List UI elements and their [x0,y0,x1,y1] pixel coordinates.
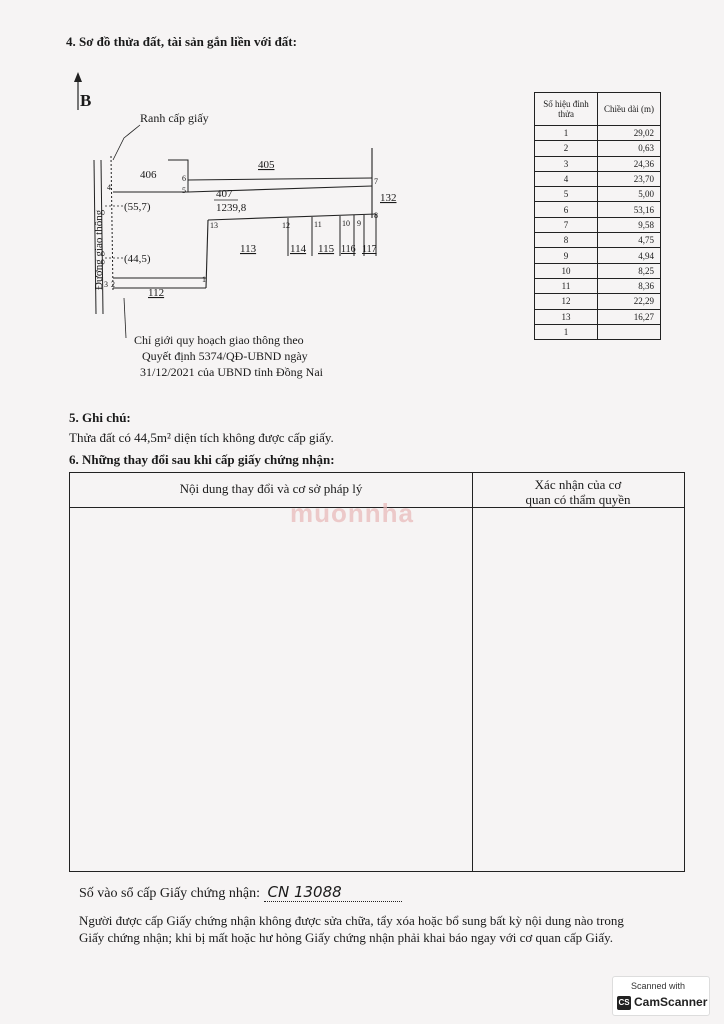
segment-row [535,187,661,202]
vertex-1: 1 [202,275,206,284]
segment-vertex: 3 [535,156,598,171]
section-5-note: Thửa đất có 44,5m² diện tích không được cấp giấy. [69,430,334,445]
registry-number-value: CN 13088 [264,883,402,902]
parcel-405: 405 [258,159,275,171]
segment-vertex: 12 [535,294,598,309]
vertex-3: 3 [104,280,108,289]
parcel-406: 406 [140,169,157,181]
ranh-cap-giay-label: Ranh cấp giấy [140,111,209,125]
segment-row [535,217,661,232]
parcel-407-area: 1239,8 [216,202,247,214]
road-label: Đường giao thông [93,209,105,290]
vertex-6: 6 [182,174,186,183]
change-col-confirm-line2: quan có thẩm quyền [525,492,631,507]
parcel-116: 116 [341,244,356,255]
parcel-117: 117 [362,244,377,255]
segment-row [535,263,661,278]
north-label: B [80,91,92,110]
segment-vertex: 13 [535,309,598,324]
segment-length: 22,29 [598,294,661,309]
segment-vertex: 11 [535,278,598,293]
area-55-7: (55,7) [124,201,151,213]
segment-length: 29,02 [598,126,661,141]
segment-length: 53,16 [598,202,661,217]
segment-table [534,92,661,340]
segment-length [598,324,661,339]
change-col-content: Nội dung thay đổi và cơ sở pháp lý [179,481,363,496]
segment-length: 23,70 [598,171,661,186]
camscanner-logo-icon: CS [617,996,631,1010]
registry-number-row [79,883,402,902]
vertex-12: 12 [282,221,290,230]
segment-col-vertex: Số hiệu đỉnh thửa [535,93,598,126]
segment-vertex: 1 [535,126,598,141]
segment-vertex: 7 [535,217,598,232]
warning-line-2: Giấy chứng nhận; khi bị mất hoặc hư hỏng Giấy chứng nhận phải khai báo ngay với cơ quan cấp Giấy. [79,930,614,945]
section-6-title: 6. Những thay đổi sau khi cấp giấy chứng nhận: [69,452,335,467]
change-col-confirm-line1: Xác nhận của cơ [534,477,622,492]
segment-vertex: 4 [535,171,598,186]
segment-row [535,278,661,293]
segment-length: 0,63 [598,141,661,156]
parcel-115: 115 [318,243,335,255]
change-table [69,472,685,872]
change-col-confirm [472,477,684,507]
segment-length: 4,94 [598,248,661,263]
vertex-11: 11 [314,220,322,229]
parcel-114: 114 [290,243,307,255]
parcel-132: 132 [380,192,397,204]
segment-length: 8,25 [598,263,661,278]
vertex-10: 10 [342,219,350,228]
segment-vertex: 6 [535,202,598,217]
registry-number-label: Số vào sổ cấp Giấy chứng nhận: [79,886,260,901]
segment-row [535,309,661,324]
segment-row [535,171,661,186]
segment-vertex: 10 [535,263,598,278]
watermark: muonnha [290,498,414,528]
segment-length: 9,58 [598,217,661,232]
vertex-4: 4 [107,183,111,192]
camscanner-name: CamScanner [634,995,708,1009]
north-arrow-icon [74,72,91,110]
segment-length: 16,27 [598,309,661,324]
segment-vertex: 9 [535,248,598,263]
warning-line-1: Người được cấp Giấy chứng nhận không được sửa chữa, tẩy xóa hoặc bổ sung bất kỳ nội dung nào trong [79,913,624,928]
parcel-diagram [60,60,400,390]
note-line-3: 31/12/2021 của UBND tỉnh Đồng Nai [140,365,323,379]
vertex-7: 7 [374,177,378,186]
segment-row [535,156,661,171]
segment-length: 24,36 [598,156,661,171]
note-line-1: Chỉ giới quy hoạch giao thông theo [134,333,304,347]
segment-row [535,126,661,141]
vertex-5: 5 [182,186,186,195]
section-5-title: 5. Ghi chú: [69,410,131,425]
vertex-9: 9 [357,219,361,228]
parcel-407: 407 [216,188,233,200]
segment-vertex: 2 [535,141,598,156]
segment-col-length: Chiều dài (m) [598,93,661,126]
vertex-8: 8 [374,211,378,220]
vertex-13: 13 [210,221,218,230]
segment-length: 5,00 [598,187,661,202]
segment-row [535,294,661,309]
segment-row [535,324,661,339]
segment-length: 4,75 [598,233,661,248]
parcel-112: 112 [148,287,165,299]
parcel-113: 113 [240,243,257,255]
note-line-2: Quyết định 5374/QĐ-UBND ngày [142,349,308,363]
scanned-with-label: Scanned with [631,981,686,991]
vertex-2: 2 [111,280,115,289]
segment-row [535,233,661,248]
segment-row [535,141,661,156]
segment-vertex: 8 [535,233,598,248]
section-4-title: 4. Sơ đồ thửa đất, tài sản gắn liền với đất: [66,34,297,49]
warning-text [79,912,699,946]
segment-row [535,202,661,217]
segment-vertex: 1 [535,324,598,339]
segment-vertex: 5 [535,187,598,202]
camscanner-stamp [612,976,710,1016]
segment-length: 8,36 [598,278,661,293]
area-44-5: (44,5) [124,253,151,265]
segment-row [535,248,661,263]
